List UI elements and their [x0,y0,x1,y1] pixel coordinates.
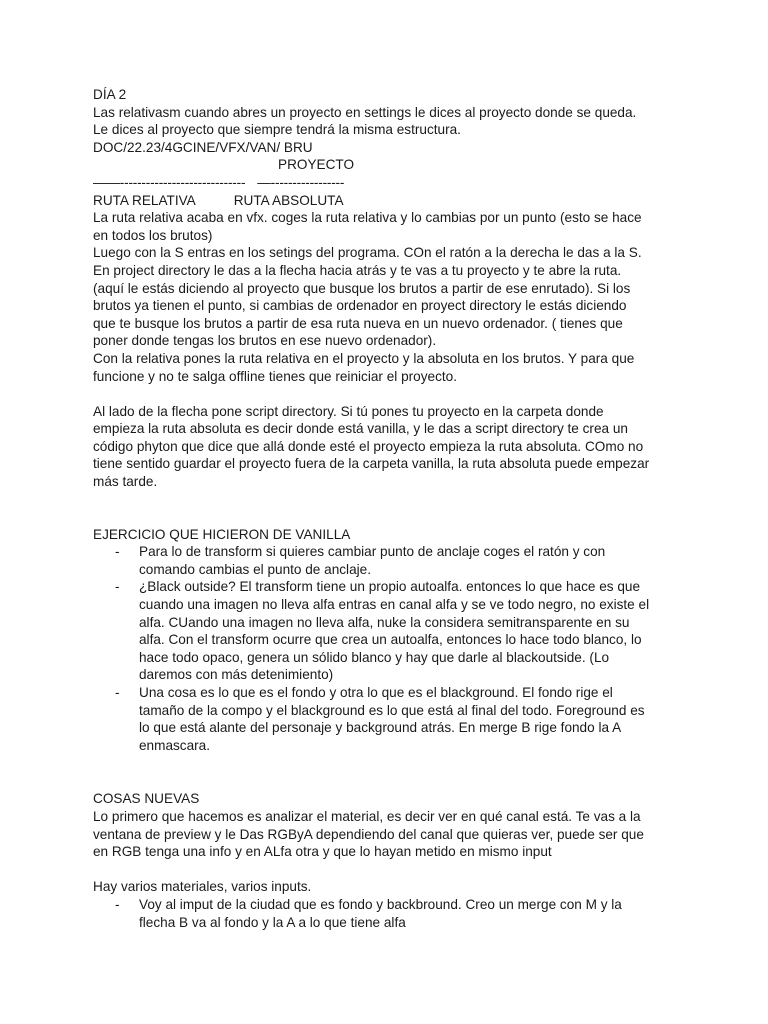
dash-right: —----------------- [257,174,345,190]
proyecto-label: PROYECTO [278,157,355,173]
materiales-line: Hay varios materiales, varios inputs. [93,879,312,895]
paragraph-line: poner donde tengas los brutos en ese nuevo ordenador). [93,333,437,349]
dash-divider [93,174,683,192]
list-item [93,578,683,684]
paragraph-line: en RGB tenga una info y en ALfa otra y que lo hayan metido en mismo input [93,844,552,860]
intro-line: Le dices al proyecto que siempre tendrá la misma estructura. [93,122,461,138]
ejercicio-list [93,543,683,754]
list-item [93,896,683,931]
list-item-line: ¿Black outside? El transform tiene un propio autoalfa. entonces lo que hace es que [139,579,641,595]
list-item-line: comando cambias el punto de anclaje. [139,561,371,577]
paragraph-line: ventana de preview y le Das RGByA dependiendo del canal que quieras ver, puede ser que [93,826,644,842]
list-item-line: daremos con más detenimiento) [139,667,334,683]
paragraph-line: Al lado de la flecha pone script directory. Si tú pones tu proyecto en la carpeta donde [93,403,604,419]
blank-line [93,754,683,790]
day-heading: DÍA 2 [93,87,127,102]
paragraph-line: Con la relativa pones la ruta relativa en el proyecto y la absoluta en los brutos. Y para que [93,350,635,366]
paragraph-line: En project directory le das a la flecha hacia atrás y te vas a tu proyecto y te abre la ruta. [93,262,622,278]
dash-left: ——----------------------------- [93,174,246,190]
paragraph-line: La ruta relativa acaba en vfx. coges la ruta relativa y lo cambias por un punto (esto se hace [93,210,642,226]
paragraph-line: (aquí le estás diciendo al proyecto que busque los brutos a partir de ese enrutado). Si los [93,280,631,296]
paragraph-line: brutos ya tienen el punto, si cambias de ordenador en proyect directory le estás diciendo [93,298,627,314]
list-item [93,543,683,578]
materiales-list [93,896,683,931]
paragraph-line: que te busque los brutos a partir de esa ruta nueva en un nuevo ordenador. ( tienes que [93,315,623,331]
bullet-dash: - [115,544,120,560]
list-item-line: alfa. CUando una imagen no lleva alfa, nuke la considera semitransparente en su [139,614,630,630]
ejercicio-heading: EJERCICIO QUE HICIERON DE VANILLA [93,526,351,542]
bullet-dash: - [115,685,120,700]
cosas-nuevas-heading: COSAS NUEVAS [93,791,200,807]
blank-line [93,491,683,526]
list-item-line: Una cosa es lo que es el fondo y otra lo que es el blackground. El fondo rige el [139,685,613,700]
paragraph-line: tiene sentido guardar el proyecto fuera de la carpeta vanilla, la ruta absoluta puede empezar [93,456,650,472]
paragraph-line: código phyton que dice que allá donde esté el proyecto empieza la ruta absoluta. COmo no [93,438,644,454]
list-item-line: flecha B va al fondo y la A a lo que tiene alfa [139,914,406,930]
document-page [93,86,683,931]
ruta-relativa-label: RUTA RELATIVA [93,192,196,208]
ruta-absoluta-label: RUTA ABSOLUTA [233,192,344,208]
bullet-dash: - [115,896,120,912]
list-item-line: Para lo de transform si quieres cambiar punto de anclaje coges el ratón y con [139,544,606,560]
paragraph-line: Lo primero que hacemos es analizar el material, es decir ver en qué canal está. Te vas a la [93,808,641,824]
intro-line: Las relativasm cuando abres un proyecto en settings le dices al proyecto donde se queda. [93,104,637,120]
list-item-line: tamaño de la compo y el blackground es lo que está al final del todo. Foreground es [139,702,645,718]
bullet-dash: - [115,579,120,595]
project-path: DOC/22.23/4GCINE/VFX/VAN/ BRU [93,139,313,155]
blank-line [93,385,683,403]
list-item-line: hace todo opaco, genera un sólido blanco y hay que darle al blackoutside. (Lo [139,649,610,665]
ruta-paragraph [93,209,683,385]
list-item-line: lo que está alante del personaje y background atrás. En merge B rige fondo la A [139,720,622,736]
ruta-headings [93,192,683,210]
paragraph-line: más tarde. [93,474,158,490]
cosas-paragraph [93,808,683,861]
list-item [93,684,683,754]
intro-paragraph [93,104,683,157]
blank-line [93,861,683,879]
list-item-line: alfa. Con el transform ocurre que crea un autoalfa, entonces lo hace todo blanco, lo [139,632,642,648]
list-item-line: enmascara. [139,737,211,753]
paragraph-line: empieza la ruta absoluta es decir donde está vanilla, y le das a script directory te crea un [93,421,628,437]
list-item-line: Voy al imput de la ciudad que es fondo y backbround. Creo un merge con M y la [139,896,622,912]
paragraph-line: Luego con la S entras en los setings del programa. COn el ratón a la derecha le das a la S. [93,245,642,261]
paragraph-line: funcione y no te salga offline tienes que reiniciar el proyecto. [93,368,457,384]
script-directory-paragraph [93,403,683,491]
list-item-line: cuando una imagen no lleva alfa entras en canal alfa y se ve todo negro, no existe el [139,597,650,613]
paragraph-line: en todos los brutos) [93,227,213,243]
